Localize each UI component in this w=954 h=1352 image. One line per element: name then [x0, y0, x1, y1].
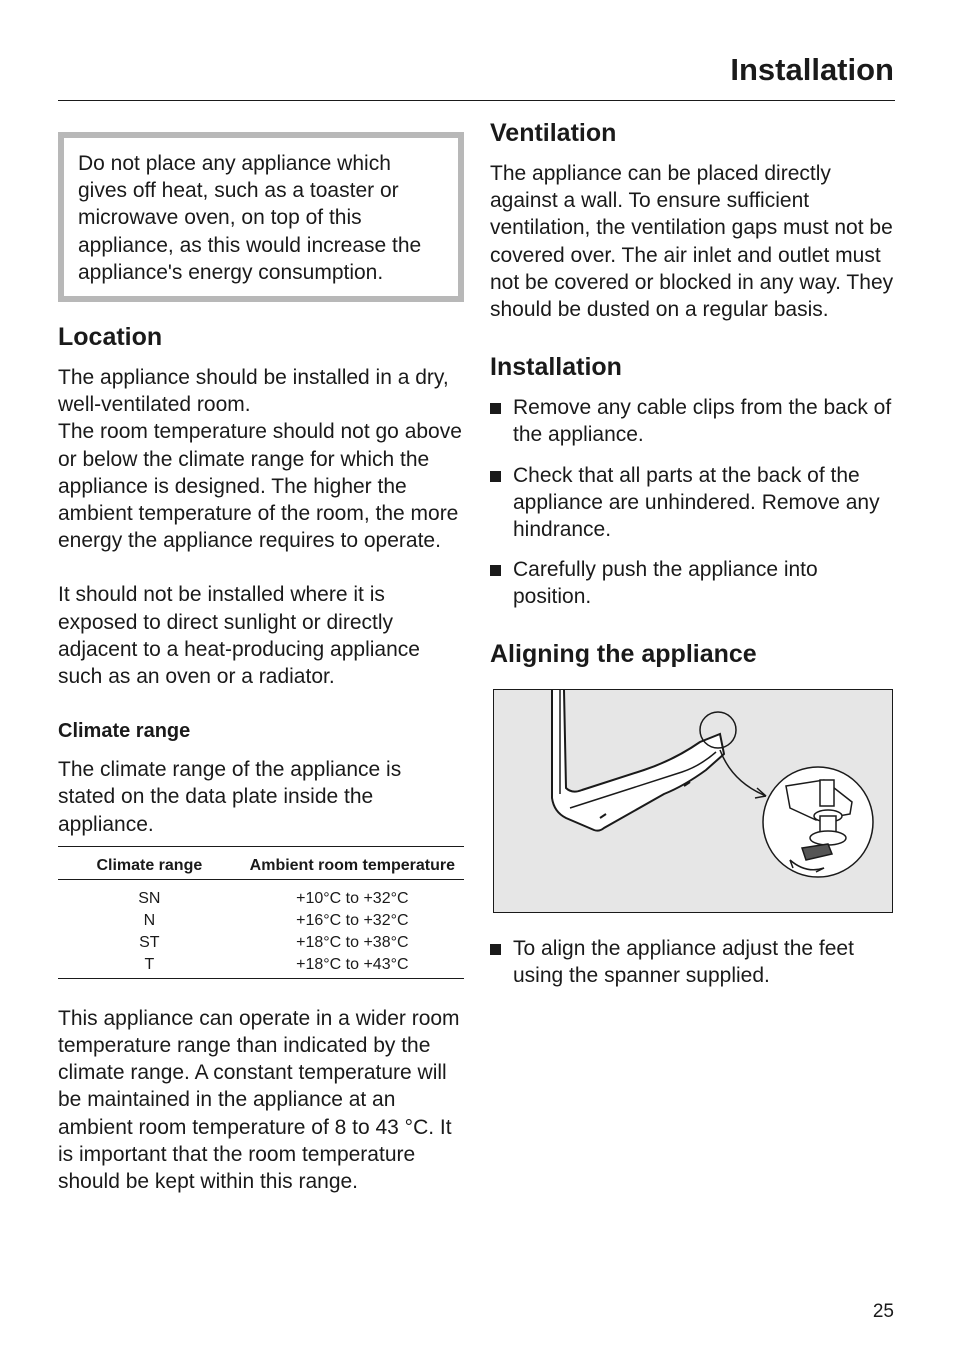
- temperature-range: +18°C to +43°C: [241, 954, 464, 979]
- climate-class: T: [58, 954, 241, 979]
- installation-heading: Installation: [490, 353, 622, 382]
- temperature-range: +10°C to +32°C: [296, 889, 409, 907]
- installation-list: [490, 394, 894, 610]
- square-bullet-icon: [490, 944, 501, 955]
- note-box: [58, 132, 464, 302]
- aligning-list: [490, 935, 894, 989]
- square-bullet-icon: [490, 403, 501, 414]
- table-row: [58, 910, 464, 932]
- square-bullet-icon: [490, 471, 501, 482]
- left-column: [58, 132, 464, 1195]
- climate-table: [58, 846, 464, 979]
- location-para-2: The room temperature should not go above or below the climate range for which the appliance is designed. The higher the ambient temperature of the room, the more energy the appliance requires to operate.: [58, 420, 462, 553]
- list-item-text: To align the appliance adjust the feet using the spanner supplied.: [513, 936, 854, 987]
- temperature-range: +16°C to +32°C: [296, 911, 409, 929]
- table-header-ambient-temp: Ambient room temperature: [241, 846, 464, 879]
- aligning-heading: Aligning the appliance: [490, 639, 757, 668]
- climate-range-heading: Climate range: [58, 720, 191, 743]
- list-item-text: Remove any cable clips from the back of the appliance.: [513, 396, 892, 447]
- climate-class: SN: [138, 889, 161, 907]
- location-heading: Location: [58, 323, 163, 352]
- table-row: [58, 932, 464, 954]
- climate-class: ST: [139, 933, 160, 951]
- ventilation-heading: Ventilation: [490, 119, 617, 147]
- appliance-feet-illustration: [493, 689, 893, 913]
- location-para-3: It should not be installed where it is exposed to direct sunlight or directly adjacent to a heat-producing appliance such as an oven or a radiator.: [58, 583, 420, 689]
- page-title: Installation: [730, 52, 894, 87]
- list-item: [490, 394, 894, 448]
- location-para-1: The appliance should be installed in a dry, well-ventilated room.: [58, 366, 449, 417]
- note-text: Do not place any appliance which gives off heat, such as a toaster or microwave oven, on top of this appliance, as this would increase the appliance's energy consumption.: [78, 152, 422, 284]
- list-item: [490, 935, 894, 989]
- list-item: [490, 556, 894, 610]
- list-item: [490, 462, 894, 544]
- temperature-range: +18°C to +38°C: [296, 933, 409, 951]
- square-bullet-icon: [490, 565, 501, 576]
- appliance-foot-diagram: [494, 690, 892, 912]
- climate-intro: The climate range of the appliance is stated on the data plate inside the appliance.: [58, 758, 402, 836]
- list-item-text: Carefully push the appliance into position.: [513, 558, 818, 609]
- ventilation-text: The appliance can be placed directly against a wall. To ensure sufficient ventilation, the ventilation gaps must not be covered over. The air inlet and outlet must not be covered or blocked in any way. They should be dusted on a regular basis.: [490, 162, 894, 322]
- page-number: 25: [872, 1301, 894, 1322]
- header-rule: [58, 100, 895, 101]
- climate-class: N: [143, 911, 156, 929]
- climate-outro: This appliance can operate in a wider room temperature range than indicated by the climate range. A constant temperature will be maintained in the appliance at an ambient room temperature of 8 to 43 °C. It is important that the room temperature should be kept within this range.: [58, 1006, 460, 1194]
- table-row: [58, 879, 464, 910]
- list-item-text: Check that all parts at the back of the appliance are unhindered. Remove any hindrance.: [513, 463, 880, 542]
- table-header-climate-range: Climate range: [58, 846, 241, 879]
- table-row: [58, 954, 464, 979]
- right-column: [490, 118, 894, 1002]
